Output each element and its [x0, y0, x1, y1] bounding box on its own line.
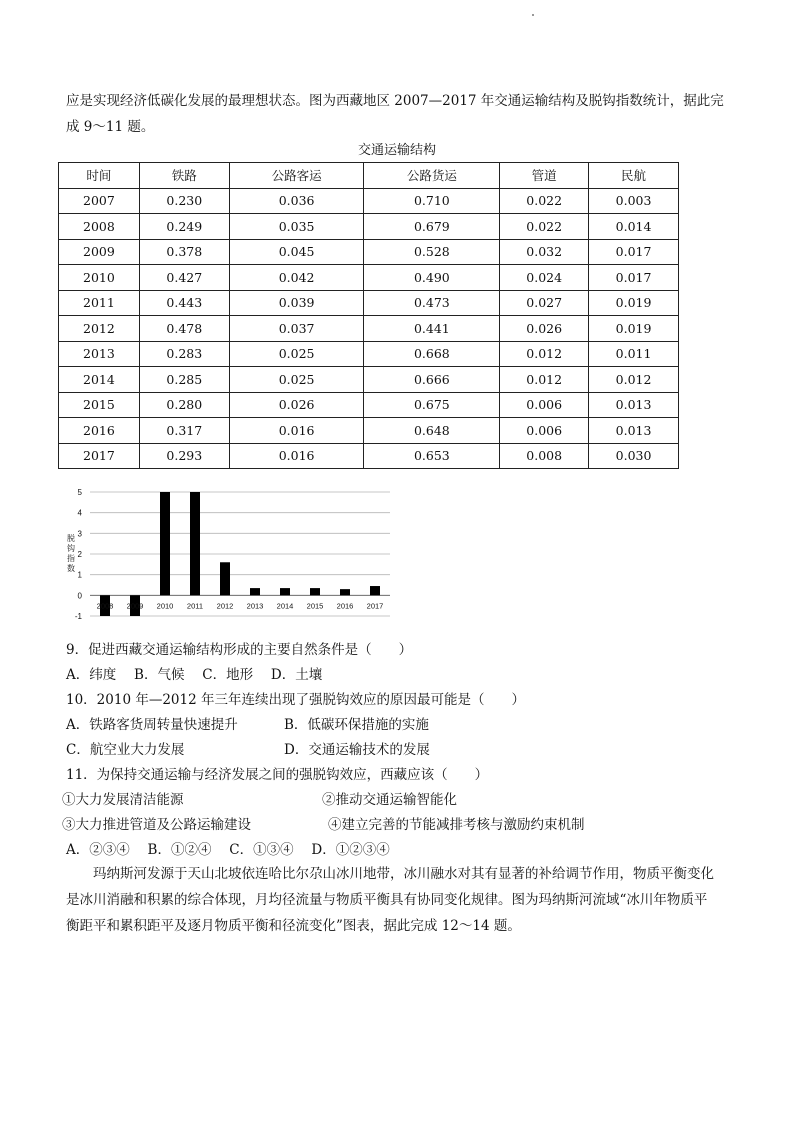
table-cell: 0.027 [500, 290, 589, 316]
table-cell: 0.019 [589, 290, 679, 316]
table-cell: 0.441 [364, 316, 500, 342]
question-11: 11．为保持交通运输与经济发展之间的强脱钩效应，西藏应该（ ） [66, 767, 489, 783]
table-cell: 0.036 [229, 188, 364, 214]
table-cell: 0.042 [229, 265, 364, 291]
question-9: 9．促进西藏交通运输结构形成的主要自然条件是（ ） [66, 642, 413, 658]
table-cell: 0.293 [139, 443, 229, 469]
y-axis-label: 数 [67, 564, 75, 573]
header-cell: 管道 [500, 163, 589, 189]
y-tick-label: 0 [77, 591, 82, 601]
table-cell: 0.443 [139, 290, 229, 316]
table-cell: 0.648 [364, 418, 500, 444]
x-tick-label: 2008 [96, 601, 114, 611]
decoupling-index-chart [60, 484, 400, 624]
table-row [59, 418, 679, 444]
header-cell: 民航 [589, 163, 679, 189]
intro-paragraph [66, 88, 728, 140]
table-cell: 0.012 [500, 341, 589, 367]
table-cell: 0.280 [139, 392, 229, 418]
table-header-row [59, 163, 679, 189]
table-cell: 0.006 [500, 418, 589, 444]
table-cell: 0.675 [364, 392, 500, 418]
table-row [59, 265, 679, 291]
table-cell: 0.249 [139, 214, 229, 240]
table-cell: 2012 [59, 316, 140, 342]
table-cell: 0.045 [229, 239, 364, 265]
bar [160, 492, 170, 595]
table-cell: 0.008 [500, 443, 589, 469]
y-tick-label: -1 [74, 612, 82, 621]
table-row [59, 290, 679, 316]
table-cell: 0.026 [229, 392, 364, 418]
table-row [59, 367, 679, 393]
table-caption: 交通运输结构 [357, 143, 436, 158]
outro-line-3: 衡距平和累积距平及逐月物质平衡和径流变化”图表，据此完成 12～14 题。 [66, 918, 521, 934]
y-tick-label: 2 [77, 550, 82, 559]
table-cell: 0.035 [229, 214, 364, 240]
table-cell: 2015 [59, 392, 140, 418]
y-axis-label: 脱 [67, 534, 75, 543]
outro-line-1: 玛纳斯河发源于天山北坡依连哈比尔尕山冰川地带，冰川融水对其有显著的补给调节作用，物质平衡变化 [93, 866, 714, 882]
question-11-statement-3: ③大力推进管道及公路运输建设 [62, 817, 251, 833]
y-tick-label: 1 [77, 570, 82, 580]
table-cell: 0.014 [589, 214, 679, 240]
y-axis-label: 钩 [67, 544, 75, 553]
table-cell: 0.037 [229, 316, 364, 342]
intro-line-1: 应是实现经济低碳化发展的最理想状态。图为西藏地区 2007—2017 年交通运输结构及脱钩指数统计，据此完 [66, 93, 724, 109]
question-10-option-a: A．铁路客货周转量快速提升 [66, 717, 238, 733]
table-cell: 0.024 [500, 265, 589, 291]
y-tick-label: 4 [77, 508, 82, 518]
table-cell: 2007 [59, 188, 140, 214]
header-cell: 时间 [59, 163, 140, 189]
table-cell: 0.030 [589, 443, 679, 469]
table-cell: 0.025 [229, 341, 364, 367]
x-tick-label: 2017 [366, 601, 384, 611]
header-cell: 铁路 [139, 163, 229, 189]
table-row [59, 316, 679, 342]
table-cell: 0.026 [500, 316, 589, 342]
bar [310, 588, 320, 595]
table-cell: 2016 [59, 418, 140, 444]
table-cell: 0.317 [139, 418, 229, 444]
table-row [59, 341, 679, 367]
question-11-statement-2: ②推动交通运输智能化 [322, 792, 457, 808]
table-cell: 0.285 [139, 367, 229, 393]
table-cell: 2014 [59, 367, 140, 393]
table-cell: 2013 [59, 341, 140, 367]
table-cell: 0.378 [139, 239, 229, 265]
table-cell: 2009 [59, 239, 140, 265]
table-cell: 0.012 [589, 367, 679, 393]
question-11-statement-1: ①大力发展清洁能源 [62, 792, 184, 808]
table-cell: 0.012 [500, 367, 589, 393]
table-cell: 0.011 [589, 341, 679, 367]
table-cell: 0.473 [364, 290, 500, 316]
x-tick-label: 2009 [126, 601, 144, 611]
transport-structure-table [58, 162, 679, 469]
x-tick-label: 2013 [246, 601, 264, 611]
table-cell: 0.025 [229, 367, 364, 393]
table-cell: 2017 [59, 443, 140, 469]
table-cell: 0.679 [364, 214, 500, 240]
table-cell: 0.230 [139, 188, 229, 214]
table-cell: 0.003 [589, 188, 679, 214]
bar [340, 589, 350, 595]
table-cell: 0.528 [364, 239, 500, 265]
table-cell: 0.006 [500, 392, 589, 418]
header-cell: 公路客运 [229, 163, 364, 189]
table-cell: 0.032 [500, 239, 589, 265]
table-cell: 0.019 [589, 316, 679, 342]
y-tick-label: 3 [77, 529, 82, 539]
table-cell: 0.478 [139, 316, 229, 342]
table-row [59, 392, 679, 418]
table-cell: 0.016 [229, 443, 364, 469]
question-10-option-d: D．交通运输技术的发展 [284, 742, 430, 758]
y-axis-label: 指 [67, 554, 75, 563]
x-tick-label: 2012 [216, 601, 234, 611]
x-tick-label: 2015 [306, 601, 324, 611]
x-tick-label: 2014 [276, 601, 294, 611]
table-cell: 0.013 [589, 392, 679, 418]
table-cell: 0.017 [589, 239, 679, 265]
table-cell: 0.427 [139, 265, 229, 291]
x-tick-label: 2011 [186, 601, 204, 611]
table-row [59, 239, 679, 265]
question-11-options: A．②③④ B．①②④ C．①③④ D．①②③④ [66, 842, 390, 858]
x-tick-label: 2010 [156, 601, 174, 611]
table-row [59, 188, 679, 214]
question-10-option-b: B．低碳环保措施的实施 [284, 717, 429, 733]
table-cell: 0.022 [500, 188, 589, 214]
table-cell: 0.653 [364, 443, 500, 469]
table-cell: 0.022 [500, 214, 589, 240]
table-cell: 0.013 [589, 418, 679, 444]
bar [220, 562, 230, 595]
y-tick-label: 5 [77, 488, 82, 497]
question-10-option-c: C．航空业大力发展 [66, 742, 185, 758]
table-cell: 2011 [59, 290, 140, 316]
outro-line-2: 是冰川消融和积累的综合体现，月均径流量与物质平衡具有协同变化规律。图为玛纳斯河流域“冰川年物质平 [66, 892, 708, 908]
table-cell: 0.017 [589, 265, 679, 291]
question-10: 10．2010 年—2012 年三年连续出现了强脱钩效应的原因最可能是（ ） [66, 692, 525, 708]
table-cell: 0.668 [364, 341, 500, 367]
x-tick-label: 2016 [336, 601, 354, 611]
bar [190, 492, 200, 595]
outro-paragraph [66, 861, 728, 939]
bar [370, 586, 380, 595]
table-row [59, 443, 679, 469]
table-cell: 0.710 [364, 188, 500, 214]
table-cell: 0.490 [364, 265, 500, 291]
intro-line-2: 成 9～11 题。 [66, 119, 155, 135]
scan-dot [532, 14, 534, 16]
table-cell: 0.666 [364, 367, 500, 393]
table-cell: 2008 [59, 214, 140, 240]
table-cell: 0.283 [139, 341, 229, 367]
question-11-statement-4: ④建立完善的节能减排考核与激励约束机制 [328, 817, 585, 833]
header-cell: 公路货运 [364, 163, 500, 189]
bar [250, 588, 260, 595]
table-cell: 2010 [59, 265, 140, 291]
bar [280, 588, 290, 595]
table-cell: 0.039 [229, 290, 364, 316]
table-cell: 0.016 [229, 418, 364, 444]
question-9-options: A．纬度 B．气候 C．地形 D．土壤 [66, 667, 323, 683]
table-row [59, 214, 679, 240]
